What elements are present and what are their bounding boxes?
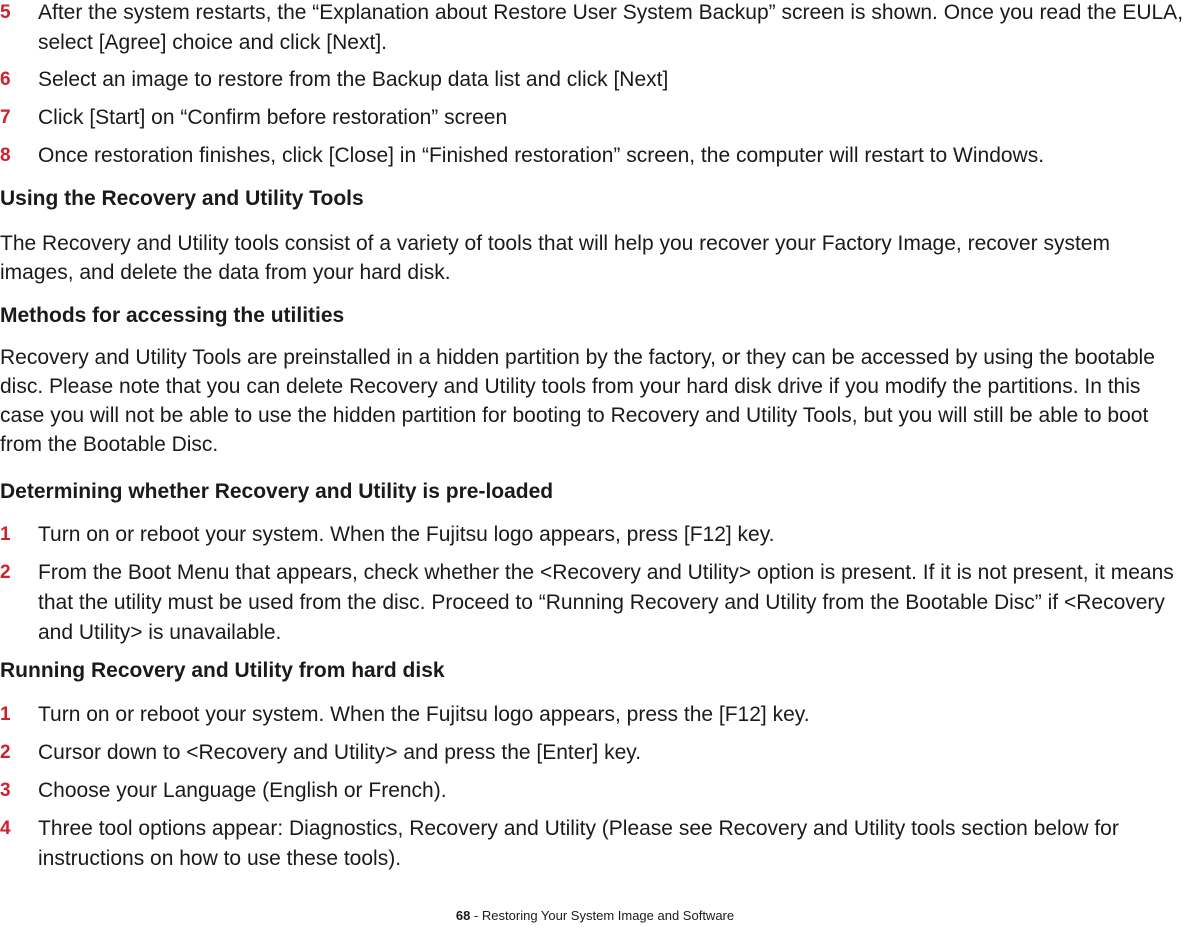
step-text: Three tool options appear: Diagnostics, Recovery and Utility (Please see Recovery and Utility tools section below for instructions on how to use these tools). [38,817,1119,870]
list-item [0,776,1188,806]
list-item [0,814,1188,874]
step-text: Select an image to restore from the Backup data list and click [Next] [38,68,669,91]
step-text: Turn on or reboot your system. When the Fujitsu logo appears, press [F12] key. [38,523,775,546]
list-item [0,520,1188,550]
step-number: 8 [0,145,11,166]
step-number: 4 [0,818,11,839]
page-footer [0,906,1190,926]
step-number: 1 [0,524,11,545]
list-item [0,65,1188,95]
step-text: Click [Start] on “Confirm before restoration” screen [38,106,508,129]
list-item [0,558,1188,648]
step-text: After the system restarts, the “Explanation about Restore User System Backup” screen is shown. Once you read the EULA, select [Agree] choice and click [Next]. [38,1,1184,54]
step-number: 6 [0,69,11,90]
section-body-methods: Recovery and Utility Tools are preinstalled in a hidden partition by the factory, or they can be accessed by using the bootable disc. Please note that you can delete Recovery and Utility tools from your hard disk drive if you modify the partitions. In this case you will not be able to use the hidden partition for booting to Recovery and Utility Tools, but you will still be able to boot from the Bootable Disc. [0,346,1155,456]
step-number: 2 [0,562,11,583]
step-text: Cursor down to <Recovery and Utility> and press the [Enter] key. [38,741,642,764]
section-heading-determining: Determining whether Recovery and Utility is pre-loaded [0,480,554,503]
section-body-tools: The Recovery and Utility tools consist of a variety of tools that will help you recover your Factory Image, recover system images, and delete the data from your hard disk. [0,232,1110,284]
step-text: Turn on or reboot your system. When the Fujitsu logo appears, press the [F12] key. [38,703,810,726]
step-number: 1 [0,704,11,725]
section-heading-running: Running Recovery and Utility from hard disk [0,659,445,682]
step-text: Choose your Language (English or French). [38,779,447,802]
step-text: From the Boot Menu that appears, check whether the <Recovery and Utility> option is present. If it is not present, it means that the utility must be used from the disc. Proceed to “Running Recovery and Utility from the Bootable Disc” if <Recovery and Utility> is unavailable. [38,561,1174,644]
list-item [0,738,1188,768]
list-item [0,0,1188,58]
section-heading-methods: Methods for accessing the utilities [0,304,345,327]
step-number: 7 [0,107,11,128]
list-item [0,103,1188,133]
step-number: 5 [0,2,11,23]
step-number: 2 [0,742,11,763]
step-text: Once restoration finishes, click [Close] in “Finished restoration” screen, the computer will restart to Windows. [38,144,1045,167]
page-number: 68 [455,908,471,923]
footer-title: - Restoring Your System Image and Software [470,908,735,923]
list-item [0,700,1188,730]
step-number: 3 [0,780,11,801]
section-heading-tools: Using the Recovery and Utility Tools [0,187,364,210]
list-item [0,141,1188,171]
